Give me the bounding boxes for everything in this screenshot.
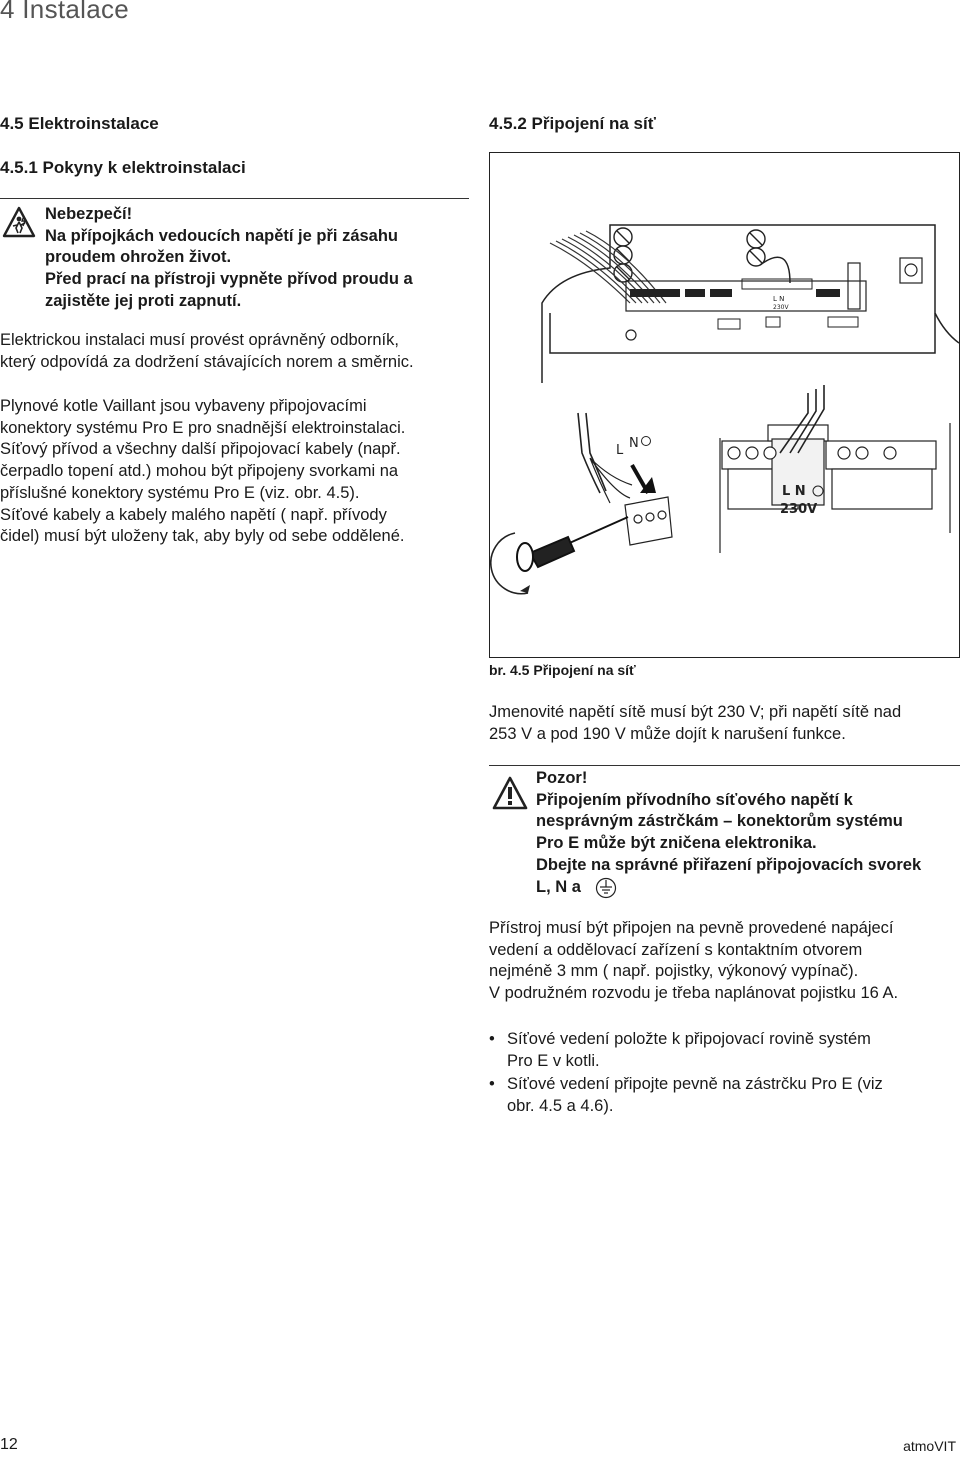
- text-line: Síťové vedení připojte pevně na zástrčku Pro E (viz: [507, 1075, 883, 1094]
- small-board-label: L N: [773, 295, 785, 303]
- text-line: čerpadlo topení atd.) mohou být připojeny svorkami na: [0, 462, 399, 481]
- small-board-voltage: 230V: [773, 304, 789, 311]
- right-subsection-heading: 4.5.2 Připojení na síť: [489, 114, 656, 133]
- list-item: [489, 1074, 949, 1117]
- list-item: [489, 1029, 949, 1072]
- text-line: Jmenovité napětí sítě musí být 230 V; při napětí sítě nad: [489, 703, 902, 721]
- danger-line-5: zajistěte jej proti zapnutí.: [45, 291, 242, 310]
- caution-line-6-text: L, N a: [536, 877, 581, 896]
- text-line: 253 V a pod 190 V může dojít k narušení funkce.: [489, 724, 846, 743]
- brand-name: atmoVIT: [903, 1438, 956, 1454]
- caution-warning-icon: [492, 776, 528, 810]
- text-line: V podružném rozvodu je třeba naplánovat pojistku 16 A.: [489, 984, 899, 1003]
- left-paragraph-2: [0, 396, 405, 548]
- bullet-symbol: •: [489, 1075, 495, 1094]
- text-line: Pro E v kotli.: [507, 1051, 600, 1070]
- caution-line-3: nesprávným zástrčkám – konektorům systému: [536, 812, 903, 831]
- figure-caption: br. 4.5 Připojení na síť: [489, 662, 636, 678]
- subsection-heading: 4.5.1 Pokyny k elektroinstalaci: [0, 158, 246, 177]
- earth-ground-icon: [595, 877, 617, 899]
- bullet-symbol: •: [489, 1030, 495, 1048]
- danger-top-rule: [0, 198, 469, 199]
- text-line: příslušné konektory systému Pro E (viz. obr. 4.5).: [0, 483, 360, 502]
- danger-line-2: Na přípojkách vedoucích napětí je při zásahu: [45, 226, 399, 245]
- figure-frame: [489, 152, 960, 658]
- caution-line-4: Pro E může být zničena elektronika.: [536, 834, 817, 853]
- text-line: obr. 4.5 a 4.6).: [507, 1097, 614, 1116]
- danger-warning-icon: [2, 206, 36, 238]
- bullet-list: [489, 1029, 949, 1120]
- danger-line-4: Před prací na přístroji vypněte přívod proudu a: [45, 270, 413, 289]
- right-paragraph-1: [489, 702, 901, 745]
- text-line: Síťové vedení položte k připojovací rovině systém: [507, 1030, 871, 1048]
- text-line: Plynové kotle Vaillant jsou vybaveny připojovacími: [0, 397, 367, 415]
- cable-label-n: N: [629, 436, 639, 451]
- text-line: Přístroj musí být připojen na pevně provedené napájecí: [489, 919, 894, 937]
- text-line: čidel) musí být uloženy tak, aby byly od sebe oddělené.: [0, 527, 405, 546]
- page-number: 12: [0, 1436, 18, 1453]
- text-line: který odpovídá za dodržení stávajících norem a směrnic.: [0, 352, 414, 371]
- section-heading: 4.5 Elektroinstalace: [0, 114, 159, 133]
- caution-line-5: Dbejte na správné přiřazení připojovacích svorek: [536, 855, 922, 874]
- chapter-header: 4 Instalace: [0, 0, 130, 24]
- text-line: nejméně 3 mm ( např. pojistky, výkonový vypínač).: [489, 962, 859, 981]
- wiring-illustration: [490, 153, 959, 657]
- caution-line-6: [536, 877, 921, 899]
- left-paragraph-1: [0, 330, 414, 373]
- caution-top-rule: [489, 765, 960, 766]
- board-label-230v: 230V: [780, 502, 818, 517]
- danger-text: [45, 204, 413, 313]
- text-line: Elektrickou instalaci musí provést oprávněný odborník,: [0, 331, 399, 349]
- text-line: vedení a oddělovací zařízení s kontaktním otvorem: [489, 940, 863, 959]
- text-line: konektory systému Pro E pro snadnější elektroinstalaci.: [0, 418, 406, 437]
- right-paragraph-2: [489, 918, 898, 1005]
- board-label-ln: L N: [782, 484, 806, 499]
- cable-label-l: L: [616, 443, 624, 458]
- danger-line-1: Nebezpečí!: [45, 205, 133, 223]
- caution-line-2: Připojením přívodního síťového napětí k: [536, 790, 853, 809]
- caution-line-1: Pozor!: [536, 769, 588, 787]
- text-line: Síťový přívod a všechny další připojovací kabely (např.: [0, 440, 401, 459]
- caution-text: [536, 768, 921, 899]
- danger-line-3: proudem ohrožen život.: [45, 248, 232, 267]
- text-line: Síťové kabely a kabely malého napětí ( např. přívody: [0, 505, 387, 524]
